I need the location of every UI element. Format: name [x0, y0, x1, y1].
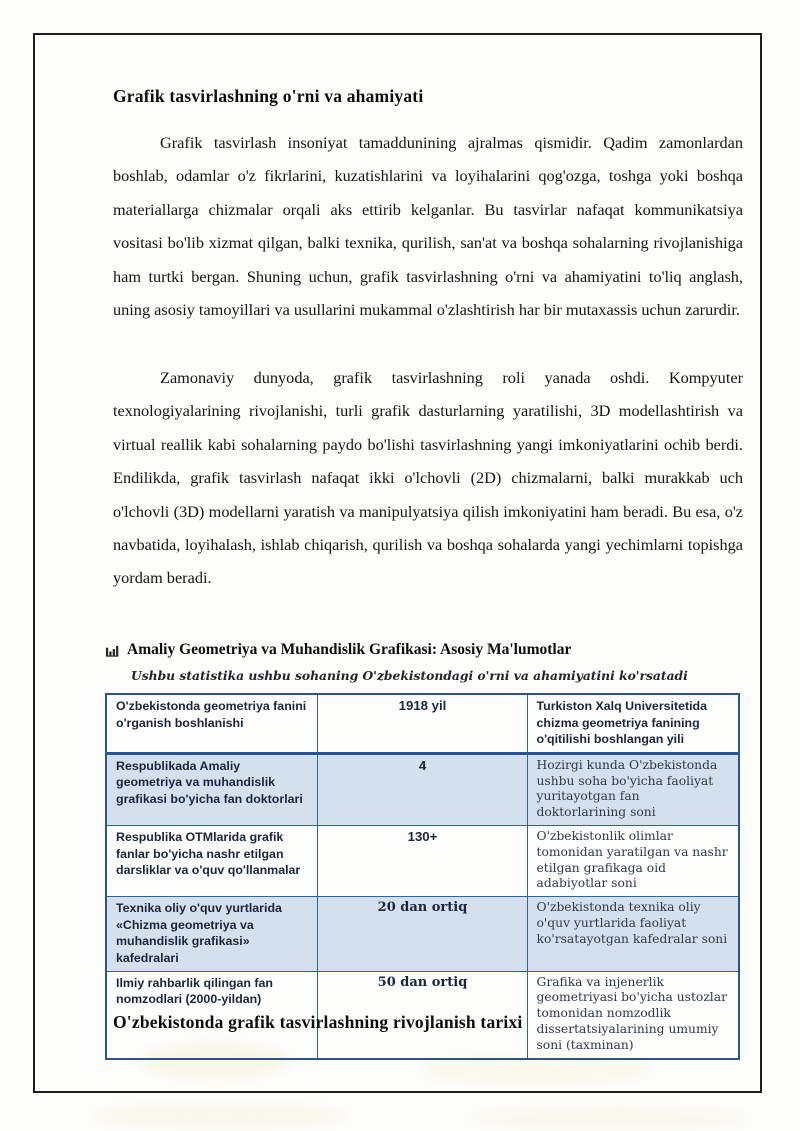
scan-artifact	[90, 1105, 350, 1127]
table-row	[106, 825, 739, 896]
stat-description-cell: O'zbekistonda texnika oliy o'quv yurtlarida faoliyat ko'rsatayotgan kafedralar soni	[527, 897, 739, 971]
main-heading: Grafik tasvirlashning o'rni va ahamiyati	[113, 86, 424, 106]
stat-value-cell: 130+	[317, 825, 527, 896]
table-row	[106, 753, 739, 825]
stats-table	[105, 693, 740, 1060]
body-paragraph-2: Zamonaviy dunyoda, grafik tasvirlashning roli yanada oshdi. Kompyuter texnologiyalarining rivojlanishi, turli grafik dasturlarning yaratilishi, 3D modellashtirish va virtual reallik kabi sohalarning paydo bo'lishi tasvirlashning yangi imkoniyatlarini ochib berdi. Endilikda, grafik tasvirlash nafaqat ikki o'lchovli (2D) chizmalarni, balki murakkab uch o'lchovli (3D) modellarni yaratish va manipulyatsiya qilish imkoniyatini ham beradi. Bu esa, o'z navbatida, loyihalash, ishlab chiqarish, qurilish va boshqa sohalarda yangi yechimlarni topishga yordam beradi.	[113, 368, 743, 588]
stat-description-cell: Turkiston Xalq Universitetida chizma geometriya fanining o'qitilishi boshlangan yili	[527, 694, 739, 753]
stat-value-cell: 50 dan ortiq	[317, 971, 527, 1058]
stat-value-cell: 20 dan ortiq	[317, 897, 527, 971]
bar-chart-icon	[105, 643, 120, 658]
stat-description-cell: O'zbekistonlik olimlar tomonidan yaratilgan va nashr etilgan grafikaga oid adabiyotlar soni	[527, 825, 739, 896]
stat-label-cell: Texnika oliy o'quv yurtlarida «Chizma geometriya va muhandislik grafikasi» kafedralari	[106, 897, 317, 971]
stats-subtitle: Ushbu statistika ushbu sohaning O'zbekistondagi o'rni va ahamiyatini ko'rsatadi	[131, 668, 688, 683]
body-paragraph-1: Grafik tasvirlash insoniyat tamaddunining ajralmas qismidir. Qadim zamonlardan boshlab, odamlar o'z fikrlarini, kuzatishlarini va loyihalarini qog'ozga, toshga yoki boshqa materiallarga chizmalar orqali aks ettirib kelganlar. Bu tasvirlar nafaqat kommunikatsiya vositasi bo'lib xizmat qilgan, balki texnika, qurilish, san'at va boshqa sohalarning rivojlanishiga ham turtki bergan. Shuning uchun, grafik tasvirlashning o'rni va ahamiyatini to'liq anglash, uning asosiy tamoyillari va usullarini mukammal o'zlashtirish har bir mutaxassis uchun zarurdir.	[113, 133, 743, 320]
table-row	[106, 897, 739, 971]
stat-description-cell: Hozirgi kunda O'zbekistonda ushbu soha bo'yicha faoliyat yuritayotgan fan doktorlarining soni	[527, 753, 739, 825]
stat-label-cell: Ilmiy rahbarlik qilingan fan nomzodlari (2000-yildan)	[106, 971, 317, 1058]
stats-section-heading	[105, 641, 745, 659]
stat-value-cell: 1918 yil	[317, 694, 527, 753]
stat-label-cell: Respublikada Amaliy geometriya va muhandislik grafikasi bo'yicha fan doktorlari	[106, 753, 317, 825]
stat-label-cell: Respublika OTMlarida grafik fanlar bo'yicha nashr etilgan darsliklar va o'quv qo'llanmalar	[106, 825, 317, 896]
section-heading-history: O'zbekistonda grafik tasvirlashning rivojlanish tarixi	[113, 1012, 523, 1032]
stats-heading-label: Amaliy Geometriya va Muhandislik Grafikasi: Asosiy Ma'lumotlar	[127, 641, 572, 658]
scan-artifact	[470, 1108, 750, 1128]
stat-description-cell: Grafika va injenerlik geometriyasi bo'yicha ustozlar tomonidan nomzodlik dissertatsiyalarining umumiy soni (taxminan)	[527, 971, 739, 1058]
table-row	[106, 694, 739, 753]
stat-value-cell: 4	[317, 753, 527, 825]
stat-label-cell: O'zbekistonda geometriya fanini o'rganish boshlanishi	[106, 694, 317, 753]
